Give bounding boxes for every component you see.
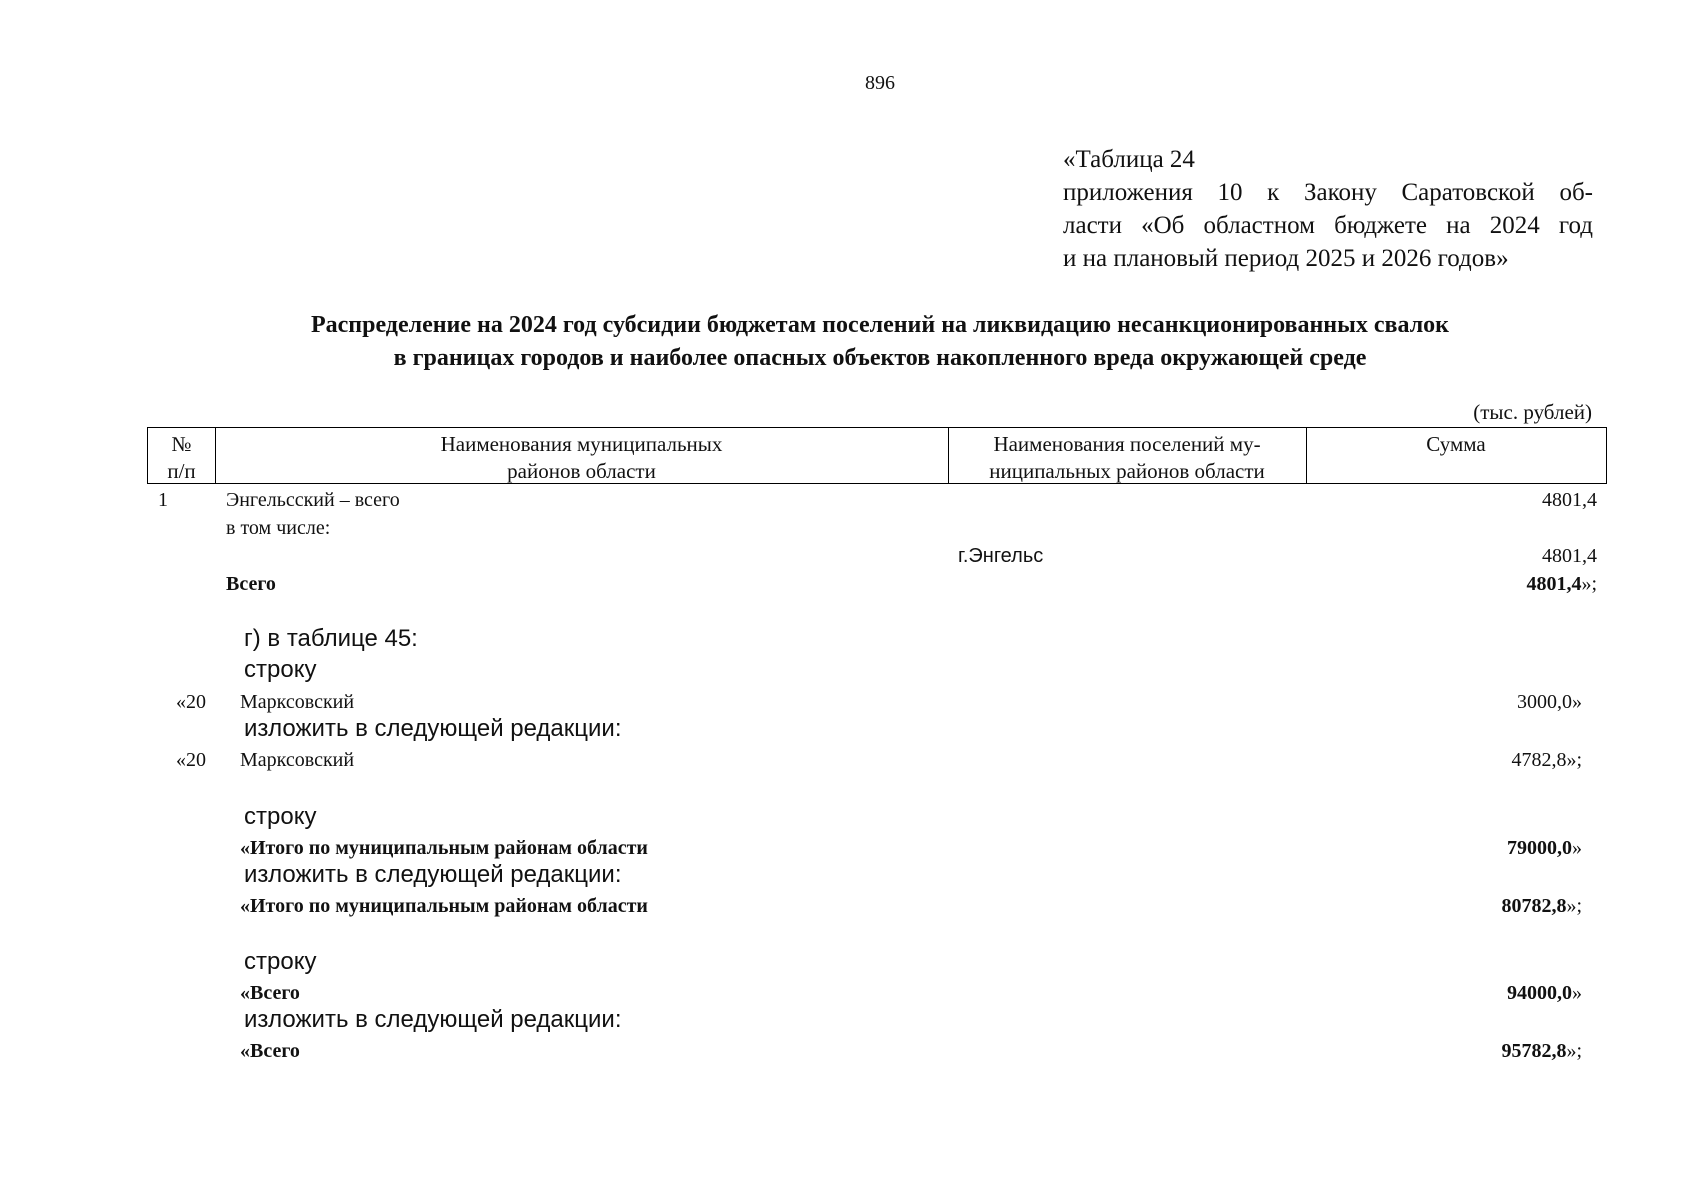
total-amount [1526,572,1597,596]
old-grand-total-value [1507,981,1582,1005]
header-settlement-line1: Наименования поселений му- [993,432,1261,456]
new-total-number: 80782,8 [1501,895,1567,917]
new-grand-total-suffix: »; [1566,1040,1582,1062]
row-subheading: в том числе: [226,517,331,539]
header-district-line2: районов области [507,459,656,483]
total-label: Всего [226,573,276,595]
appendix-line: ласти «Об областном бюджете на 2024 год [1063,212,1593,239]
header-district [215,431,948,485]
header-settlement-line2: ниципальных районов области [989,459,1265,483]
row-district: Энгельсский – всего [226,489,400,511]
stroku-label: строку [244,656,317,683]
header-settlement [948,431,1306,485]
old-total-number: 79000,0 [1507,837,1572,859]
title-line-2: в границах городов и наиболее опасных объектов накопленного вреда окружающей среде [393,345,1367,371]
appendix-line: «Таблица 24 [1063,146,1195,173]
header-amount [1306,431,1606,458]
new-total-suffix: »; [1566,895,1582,917]
stroku-label: строку [244,948,317,975]
new-row-value: 4782,8»; [1511,749,1582,771]
old-grand-total-suffix: » [1572,982,1582,1004]
page-number: 896 [865,72,895,94]
old-grand-total-label: «Всего [240,982,300,1004]
row-amount: 4801,4 [1542,545,1597,567]
new-total-value [1501,894,1582,918]
old-total-suffix: » [1572,837,1582,859]
header-number [148,431,215,485]
new-grand-total-label: «Всего [240,1040,300,1062]
new-grand-total-number: 95782,8 [1501,1040,1567,1062]
old-total-value [1507,836,1582,860]
header-amount-label: Сумма [1426,432,1486,456]
header-number-line1: № [171,432,192,456]
old-total-label: «Итого по муниципальным районам области [240,837,648,859]
replace-instruction: изложить в следующей редакции: [244,715,622,742]
old-grand-total-number: 94000,0 [1507,982,1572,1004]
total-amount-suffix: »; [1581,573,1597,595]
header-district-line1: Наименования муниципальных [440,432,723,456]
row-number: 1 [158,489,168,511]
title-line-1: Распределение на 2024 год субсидии бюджетам поселений на ликвидацию несанкционированных свалок [310,312,1449,338]
row-settlement: г.Энгельс [958,545,1044,567]
total-amount-value: 4801,4 [1526,573,1582,595]
row-amount: 4801,4 [1542,489,1597,511]
appendix-reference [1063,143,1593,275]
replace-instruction: изложить в следующей редакции: [244,1006,622,1033]
appendix-line: приложения 10 к Закону Саратовской об- [1063,179,1593,206]
new-grand-total-value [1501,1039,1582,1063]
header-number-line2: п/п [167,459,196,483]
old-row-value: 3000,0» [1517,691,1582,713]
new-row-number: «20 [176,749,206,771]
old-row-number: «20 [176,691,206,713]
old-row-name: Марксовский [240,691,355,713]
units-label: (тыс. рублей) [1473,400,1592,424]
replace-instruction: изложить в следующей редакции: [244,861,622,888]
stroku-label: строку [244,803,317,830]
appendix-line: и на плановый период 2025 и 2026 годов» [1063,245,1509,272]
new-total-label: «Итого по муниципальным районам области [240,895,648,917]
new-row-name: Марксовский [240,749,355,771]
table-header [147,427,1607,484]
amendment-intro: г) в таблице 45: [244,625,418,652]
document-title [140,309,1620,375]
